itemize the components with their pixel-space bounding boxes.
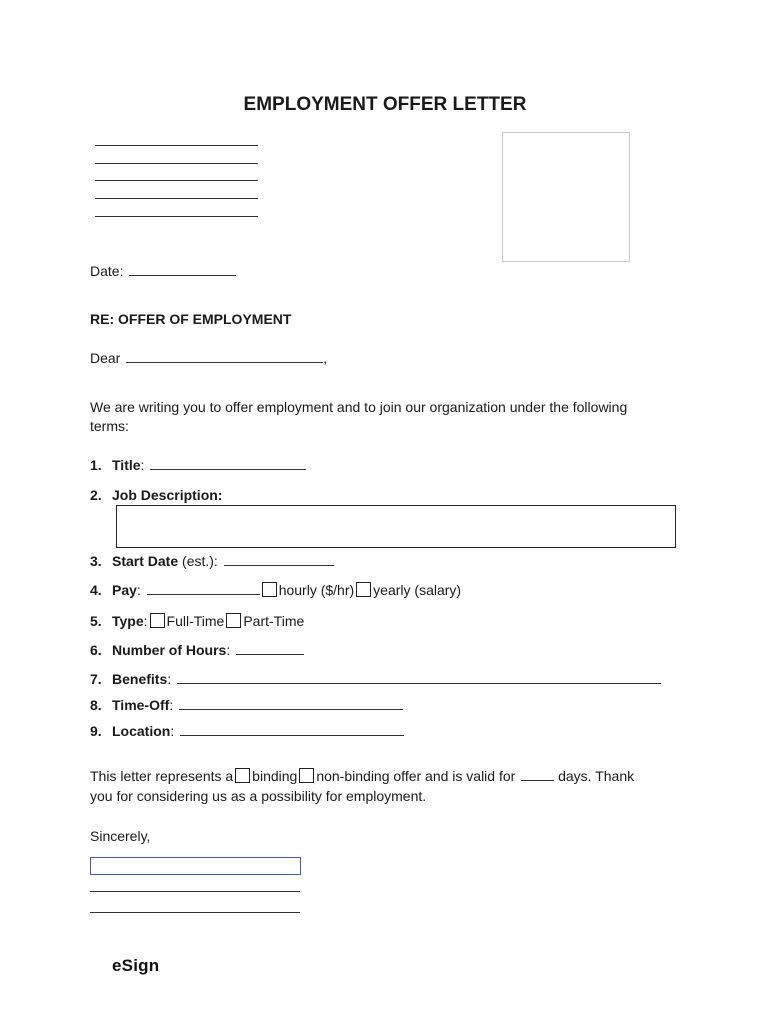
address-line-4[interactable] xyxy=(95,198,258,199)
document-title: EMPLOYMENT OFFER LETTER xyxy=(243,94,527,115)
item-number: 8. xyxy=(90,697,102,713)
address-line-5[interactable] xyxy=(95,216,258,217)
benefits-field[interactable] xyxy=(177,669,661,684)
recipient-name-field[interactable] xyxy=(126,348,323,363)
intro-line-2: terms: xyxy=(90,418,129,434)
non-binding-label: non-binding offer and is valid for xyxy=(316,768,516,784)
closing-line-2: you for considering us as a possibility for employment. xyxy=(90,788,427,804)
signature-field[interactable] xyxy=(90,857,301,875)
binding-label: binding xyxy=(252,768,298,784)
address-line-3[interactable] xyxy=(95,180,258,181)
salutation-comma: , xyxy=(323,350,328,366)
item-label: Title xyxy=(112,457,141,473)
salutation-label: Dear xyxy=(90,350,121,366)
item-number: 7. xyxy=(90,671,102,687)
closing-text: This letter represents a xyxy=(90,768,234,784)
closing-line-1 xyxy=(90,766,634,786)
item-type: 5. Type: Full-Time Part-Time xyxy=(90,613,305,629)
item-start-date xyxy=(90,551,334,571)
item-label: Start Date xyxy=(112,553,179,569)
pay-field[interactable] xyxy=(147,580,260,595)
item-label: Type xyxy=(112,613,144,629)
item-benefits: 7. Benefits: xyxy=(90,669,661,689)
salutation-row xyxy=(90,348,327,368)
address-line-1[interactable] xyxy=(95,145,258,146)
item-label: Location xyxy=(112,723,171,739)
non-binding-checkbox[interactable] xyxy=(299,768,314,783)
date-label: Date: xyxy=(90,263,124,279)
title-field[interactable] xyxy=(150,455,306,470)
item-label: Number of Hours xyxy=(112,642,227,658)
signer-title-line[interactable] xyxy=(90,912,300,913)
intro-line-1: We are writing you to offer employment and to join our organization under the following xyxy=(90,399,628,415)
item-number: 6. xyxy=(90,642,102,658)
item-label: Job Description: xyxy=(112,487,223,503)
logo-placeholder[interactable] xyxy=(502,132,630,262)
job-description-field[interactable] xyxy=(116,505,676,548)
item-title: 1. Title: xyxy=(90,455,306,475)
valid-days-field[interactable] xyxy=(521,766,554,781)
item-number: 3. xyxy=(90,553,102,569)
item-hours: 6. Number of Hours: xyxy=(90,640,304,660)
address-line-2[interactable] xyxy=(95,163,258,164)
date-field[interactable] xyxy=(129,261,236,276)
item-pay: 4. Pay: hourly ($/hr) yearly (salary) xyxy=(90,582,462,598)
sincerely: Sincerely, xyxy=(90,828,151,844)
date-row xyxy=(90,261,236,281)
time-off-field[interactable] xyxy=(179,695,403,710)
location-field[interactable] xyxy=(180,721,404,736)
hours-field[interactable] xyxy=(236,640,304,655)
item-number: 5. xyxy=(90,613,102,629)
yearly-label: yearly (salary) xyxy=(373,582,462,598)
binding-checkbox[interactable] xyxy=(235,768,250,783)
item-number: 9. xyxy=(90,723,102,739)
hourly-label: hourly ($/hr) xyxy=(278,582,355,598)
item-number: 2. xyxy=(90,487,102,503)
item-location: 9. Location: xyxy=(90,721,404,741)
item-number: 1. xyxy=(90,457,102,473)
full-time-checkbox[interactable] xyxy=(150,613,165,628)
part-time-checkbox[interactable] xyxy=(226,613,241,628)
esign-logo: eSign xyxy=(112,956,160,975)
item-label: Time-Off xyxy=(112,697,170,713)
re-line: RE: OFFER OF EMPLOYMENT xyxy=(90,311,292,327)
item-number: 4. xyxy=(90,582,102,598)
start-date-field[interactable] xyxy=(224,551,334,566)
item-job-description xyxy=(90,485,222,505)
signer-name-line[interactable] xyxy=(90,891,300,892)
part-time-label: Part-Time xyxy=(243,613,305,629)
item-label: Benefits xyxy=(112,671,168,687)
days-text: days. Thank xyxy=(558,768,635,784)
start-date-suffix: (est.): xyxy=(182,553,218,569)
hourly-checkbox[interactable] xyxy=(262,582,277,597)
yearly-checkbox[interactable] xyxy=(356,582,371,597)
item-time-off: 8. Time-Off: xyxy=(90,695,403,715)
full-time-label: Full-Time xyxy=(166,613,225,629)
item-label: Pay xyxy=(112,582,137,598)
